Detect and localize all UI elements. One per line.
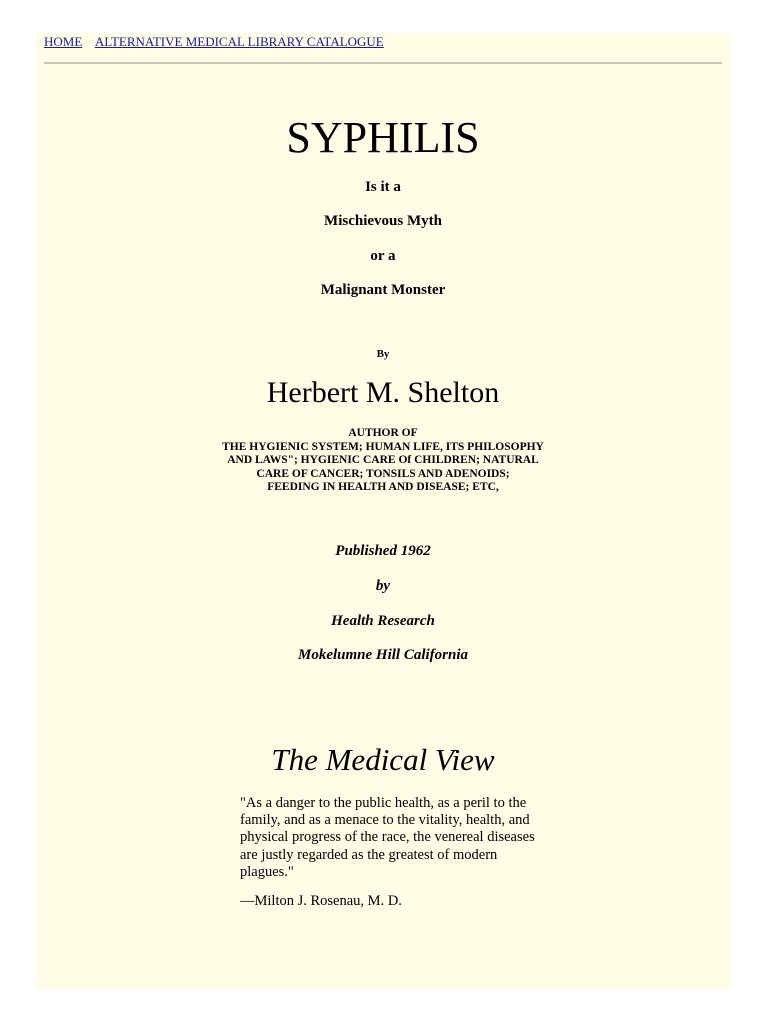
quote-attribution: —Milton J. Rosenau, M. D. — [240, 893, 402, 909]
subtitle-line: or a — [370, 248, 396, 264]
author-name: Herbert M. Shelton — [266, 376, 500, 409]
works-line: AND LAWS"; HYGIENIC CARE Of CHILDREN; NATURAL — [227, 454, 539, 467]
subtitle-line: Mischievous Myth — [324, 213, 442, 229]
works-line: CARE OF CANCER; TONSILS AND ADENOIDS; — [256, 467, 510, 480]
by-label: By — [376, 348, 390, 360]
divider — [44, 62, 722, 64]
publication-line: Health Research — [331, 613, 435, 629]
home-link[interactable]: HOME — [44, 34, 83, 49]
quote: "As a danger to the public health, as a peril to the family, and as a menace to the vitality, health, and physical progress of the race, the venereal diseases are justly regarded as the greatest of modern plagues." — [240, 795, 535, 880]
works-line: AUTHOR OF — [348, 427, 418, 439]
publication-line: Mokelumne Hill California — [297, 647, 469, 663]
catalogue-link[interactable]: ALTERNATIVE MEDICAL LIBRARY CATALOGUE — [94, 34, 384, 49]
works-line: THE HYGIENIC SYSTEM; HUMAN LIFE, ITS PHILOSOPHY — [222, 440, 544, 453]
publication-line: by — [375, 578, 391, 594]
book-title: SYPHILIS — [286, 113, 480, 162]
publication-line: Published 1962 — [335, 543, 431, 559]
section-heading: The Medical View — [271, 742, 495, 777]
breadcrumb — [44, 34, 394, 50]
subtitle-line: Malignant Monster — [320, 282, 446, 298]
works-line: FEEDING IN HEALTH AND DISEASE; ETC, — [267, 481, 499, 494]
author-works — [36, 427, 730, 495]
subtitle-line: Is it a — [365, 179, 401, 195]
